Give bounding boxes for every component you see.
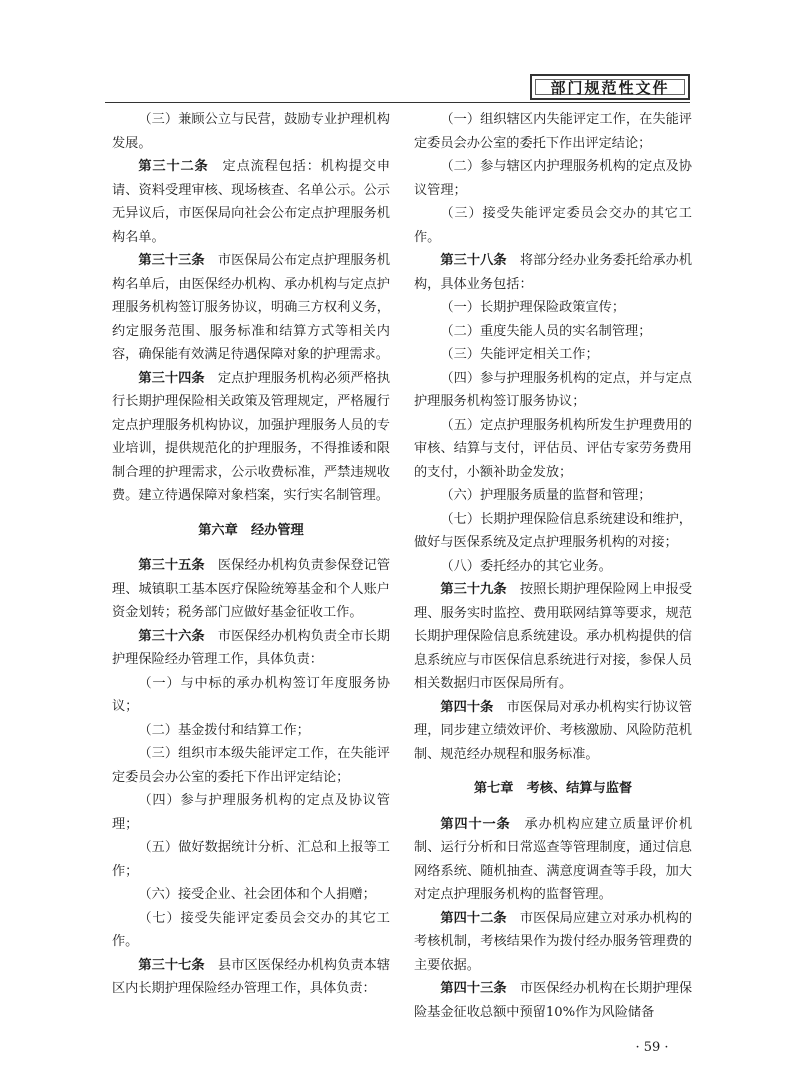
article-number: 第三十六条 bbox=[138, 628, 205, 644]
left-column bbox=[112, 108, 390, 1001]
article-text: 县市区医保经办机构负责本辖区内长期护理保险经办管理工作，具体负责： bbox=[112, 957, 391, 996]
section-label: 部门规范性文件 bbox=[535, 79, 685, 95]
section-label-box bbox=[530, 74, 690, 100]
article-number: 第四十一条 bbox=[440, 816, 511, 832]
article-number: 第三十四条 bbox=[138, 370, 205, 386]
clause-paragraph: （五）定点护理服务机构所发生护理费用的审核、结算与支付，评估员、评估专家劳务费用的支付，小额补助金发放； bbox=[414, 417, 692, 480]
chapter-heading: 第七章 考核、结算与监督 bbox=[473, 781, 633, 796]
clause-paragraph: （七）接受失能评定委员会交办的其它工作。 bbox=[112, 910, 390, 949]
article-number: 第三十七条 bbox=[138, 957, 205, 973]
article-number: 第三十三条 bbox=[138, 253, 205, 268]
clause-paragraph: （三）兼顾公立与民营，鼓励专业护理机构发展。 bbox=[112, 112, 390, 151]
clause-paragraph: （六）护理服务质量的监督和管理； bbox=[440, 488, 652, 503]
article-paragraph bbox=[414, 249, 692, 296]
clause-paragraph: （二）基金拨付和结算工作； bbox=[138, 722, 310, 738]
header-divider bbox=[105, 102, 690, 103]
article-number: 第四十条 bbox=[440, 699, 494, 715]
article-paragraph bbox=[112, 554, 390, 625]
article-text: 将部分经办业务委托给承办机构，具体业务包括： bbox=[414, 253, 693, 292]
clause-paragraph: （五）做好数据统计分析、汇总和上报等工作； bbox=[112, 840, 390, 879]
article-paragraph bbox=[414, 696, 692, 767]
clause-paragraph: （四）参与护理服务机构的定点，并与定点护理服务机构签订服务协议； bbox=[414, 370, 692, 409]
article-paragraph bbox=[414, 578, 692, 696]
clause-paragraph: （一）与中标的承办机构签订年度服务协议； bbox=[112, 675, 390, 714]
clause-paragraph: （六）接受企业、社会团体和个人捐赠； bbox=[138, 887, 376, 902]
article-text: 市医保经办机构在长期护理保险基金征收总额中预留10%作为风险储备 bbox=[414, 981, 693, 1020]
article-text: 定点护理服务机构必须严格执行长期护理保险相关政策及管理规定，严格履行定点护理服务机构协议，加强护理服务人员的专业培训，提供规范化的护理服务，不得推诿和限制合理的护理需求，公示收费标准，严禁违规收费。建立待遇保障对象档案，实行实名制管理。 bbox=[112, 370, 391, 503]
clause-paragraph: （二）重度失能人员的实名制管理； bbox=[440, 323, 652, 339]
clause-paragraph: （一）长期护理保险政策宣传； bbox=[440, 300, 626, 315]
right-column bbox=[414, 108, 692, 1024]
article-number: 第三十九条 bbox=[440, 582, 507, 597]
article-text: 市医保局应建立对承办机构的考核机制，考核结果作为拨付经办服务管理费的主要依据。 bbox=[414, 910, 693, 973]
article-paragraph bbox=[414, 977, 692, 1024]
clause-paragraph: （三）接受失能评定委员会交办的其它工作。 bbox=[414, 206, 692, 245]
article-paragraph bbox=[112, 625, 390, 672]
page-number: · 59 · bbox=[635, 1040, 669, 1055]
article-paragraph bbox=[112, 249, 390, 367]
article-paragraph bbox=[112, 155, 390, 249]
article-paragraph bbox=[414, 813, 692, 907]
article-number: 第四十二条 bbox=[440, 910, 507, 926]
article-text: 市医保局公布定点护理服务机构名单后，由医保经办机构、承办机构与定点护理服务机构签订服务协议，明确三方权利义务，约定服务范围、服务标准和结算方式等相关内容，确保能有效满足待遇保障对象的护理需求。 bbox=[112, 253, 391, 362]
article-text: 承办机构应建立质量评价机制、运行分析和日常巡查等管理制度，通过信息网络系统、随机抽查、满意度调查等手段，加大对定点护理服务机构的监督管理。 bbox=[414, 816, 693, 902]
article-number: 第三十五条 bbox=[138, 558, 205, 573]
article-number: 第四十三条 bbox=[440, 981, 507, 996]
article-text: 市医保经办机构负责全市长期护理保险经办管理工作，具体负责： bbox=[112, 628, 391, 667]
clause-paragraph: （二）参与辖区内护理服务机构的定点及协议管理； bbox=[414, 159, 692, 198]
clause-paragraph: （四）参与护理服务机构的定点及协议管理； bbox=[112, 793, 390, 832]
chapter-heading: 第六章 经办管理 bbox=[198, 522, 304, 538]
article-text: 医保经办机构负责参保登记管理、城镇职工基本医疗保险统筹基金和个人账户资金划转；税务部门应做好基金征收工作。 bbox=[112, 558, 391, 620]
clause-paragraph: （七）长期护理保险信息系统建设和维护，做好与医保系统及定点护理服务机构的对接； bbox=[414, 511, 692, 550]
article-text: 定点流程包括：机构提交申请、资料受理审核、现场核查、名单公示。公示无异议后，市医保局向社会公布定点护理服务机构名单。 bbox=[112, 159, 391, 245]
article-number: 第三十二条 bbox=[138, 159, 209, 174]
clause-paragraph: （三）组织市本级失能评定工作，在失能评定委员会办公室的委托下作出评定结论； bbox=[112, 746, 390, 785]
clause-paragraph: （八）委托经办的其它业务。 bbox=[440, 558, 612, 574]
clause-paragraph: （三）失能评定相关工作； bbox=[440, 347, 599, 362]
clause-paragraph: （一）组织辖区内失能评定工作，在失能评定委员会办公室的委托下作出评定结论； bbox=[414, 112, 692, 151]
article-paragraph bbox=[112, 954, 390, 1001]
article-text: 市医保局对承办机构实行协议管理，同步建立绩效评价、考核激励、风险防范机制、规范经办规程和服务标准。 bbox=[414, 699, 693, 762]
article-paragraph bbox=[414, 907, 692, 978]
article-paragraph bbox=[112, 367, 390, 508]
article-number: 第三十八条 bbox=[440, 253, 507, 268]
article-text: 按照长期护理保险网上申报受理、服务实时监控、费用联网结算等要求，规范长期护理保险信息系统建设。承办机构提供的信息系统应与市医保信息系统进行对接，参保人员相关数据归市医保局所有。 bbox=[414, 582, 693, 691]
